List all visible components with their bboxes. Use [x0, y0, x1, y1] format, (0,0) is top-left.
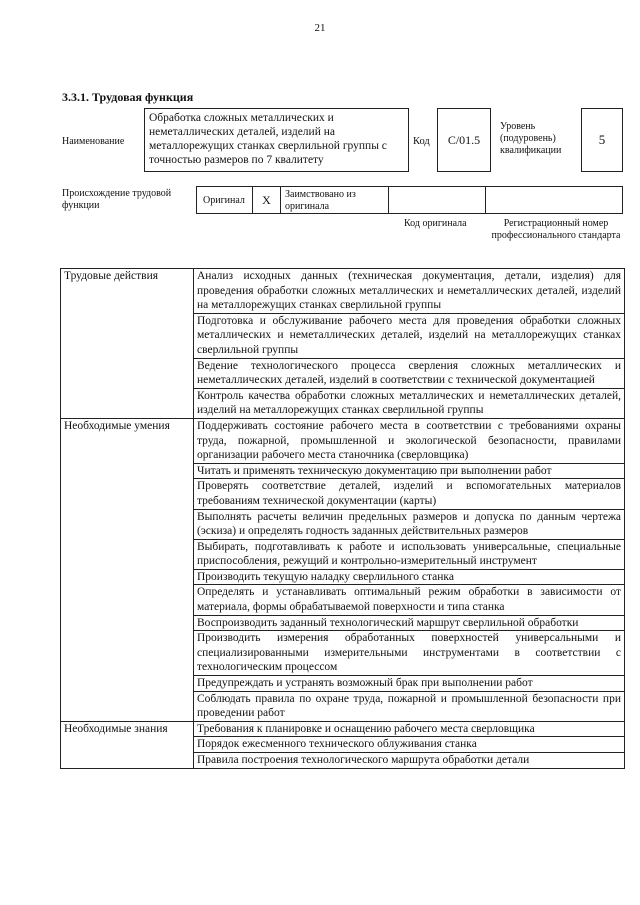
section-item: Проверять соответствие деталей, изделий и вспомогательных материалов требованиям технической документации (карты) — [194, 479, 625, 509]
section-item: Ведение технологического процесса сверления сложных металлических и неметаллических деталей, изделий в соответствии с технической документацией — [194, 358, 625, 388]
section-category: Необходимые знания — [61, 721, 194, 768]
section-item: Воспроизводить заданный технологический маршрут сверлильной обработки — [194, 615, 625, 631]
page-number: 21 — [314, 22, 326, 34]
reg-number-cell — [486, 187, 622, 213]
function-code-value: C/01.5 — [437, 108, 491, 172]
function-details-table — [60, 268, 625, 769]
section-item: Предупреждать и устранять возможный брак при выполнении работ — [194, 676, 625, 692]
section-item: Подготовка и обслуживание рабочего места для проведения обработки сложных металлических и неметаллических деталей, изделий на металлорежущих станках сверлильной группы — [194, 313, 625, 358]
qualification-level-label: Уровень (подуровень) квалификации — [500, 121, 562, 156]
section-item: Поддерживать состояние рабочего места в соответствии с требованиями охраны труда, пожарной, промышленной и экологической безопасности, правилами организации рабочего места станочника (сверловщика) — [194, 418, 625, 463]
section-item: Определять и устанавливать оптимальный режим обработки в зависимости от материала, формы обрабатываемой поверхности и типа станка — [194, 585, 625, 615]
section-item: Контроль качества обработки сложных металлических и неметаллических деталей, изделий на металлорежущих станках сверлильной группы — [194, 388, 625, 418]
code-label: Код — [413, 136, 430, 147]
original-label: Оригинал — [197, 187, 253, 213]
section-category: Необходимые умения — [61, 418, 194, 721]
table-row — [61, 269, 625, 314]
section-item: Выполнять расчеты величин предельных размеров и допуска по данным чертежа (эскиза) и определять годность заданных действительных размеров — [194, 509, 625, 539]
section-item: Производить измерения обработанных поверхностей универсальными и специализированными измерительными инструментами в соответствии с технологическим процессом — [194, 631, 625, 676]
section-item: Производить текущую наладку сверлильного станка — [194, 569, 625, 585]
origin-table — [196, 186, 623, 214]
section-category: Трудовые действия — [61, 269, 194, 419]
borrowed-label: Заимствовано из оригинала — [281, 187, 389, 213]
section-item: Читать и применять техническую документацию при выполнении работ — [194, 463, 625, 479]
section-item: Выбирать, подготавливать к работе и использовать универсальные, специальные приспособления, режущий и контрольно-измерительный инструмент — [194, 539, 625, 569]
name-label: Наименование — [62, 136, 125, 147]
original-mark: X — [253, 187, 281, 213]
table-row — [61, 721, 625, 737]
section-item: Соблюдать правила по охране труда, пожарной и промышленной безопасности при проведении работ — [194, 691, 625, 721]
original-code-cell — [389, 187, 486, 213]
section-title: 3.3.1. Трудовая функция — [62, 90, 194, 104]
origin-label: Происхождение трудовой функции — [62, 188, 172, 211]
original-code-caption: Код оригинала — [404, 218, 467, 229]
section-item: Правила построения технологического маршрута обработки детали — [194, 753, 625, 769]
section-item: Анализ исходных данных (техническая документация, детали, изделия) для проведения обработки сложных металлических и неметаллических деталей, изделий на металлорежущих станках сверлильной группы — [194, 269, 625, 314]
table-row — [61, 418, 625, 463]
qualification-level-value: 5 — [581, 108, 623, 172]
section-item: Порядок ежесменного технического облуживания станка — [194, 737, 625, 753]
section-item: Требования к планировке и оснащению рабочего места сверловщика — [194, 721, 625, 737]
function-name-value: Обработка сложных металлических и неметаллических деталей, изделий на металлорежущих станках сверлильной группы с точностью размеров по 7 квалитету — [144, 108, 409, 172]
reg-number-caption: Регистрационный номер профессионального стандарта — [491, 218, 621, 241]
